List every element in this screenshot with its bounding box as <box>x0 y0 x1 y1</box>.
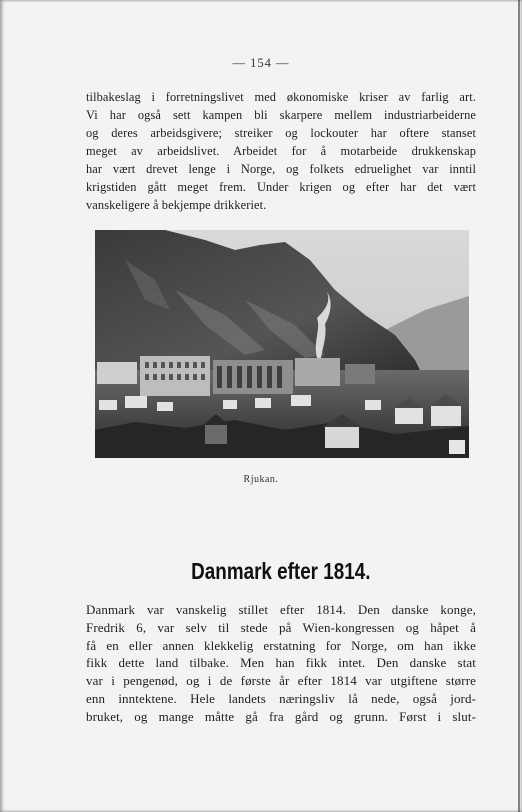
text-line: meget av arbeidslivet. Arbeidet for å motarbeide drukkenskap <box>86 144 476 158</box>
text-line: tilbakeslag i forretningslivet med økonomiske kriser av farlig art. <box>86 90 476 104</box>
text-line: Fredrik 6, var selv til stede på Wien-kongressen og håpet å <box>86 619 476 635</box>
text-line: Danmark var vanskelig stillet efter 1814. Den danske konge, <box>86 602 476 617</box>
page-edge <box>518 0 520 812</box>
photo-caption: Rjukan. <box>243 474 279 485</box>
text-line: vanskeligere å bekjempe drikkeriet. <box>86 198 267 212</box>
text-line: bruket, og mange måtte gå fra gård og grunn. Først i slut- <box>86 708 476 724</box>
text-line: enn inntektene. Hele landets næringsliv lå nede, også jord- <box>86 690 476 706</box>
text-line: har vært drevet lenge i Norge, og folkets edruelighet var inntil <box>86 162 476 176</box>
text-line: var i pengenød, og i de første år efter 1814 var utgiftene større <box>86 673 476 689</box>
text-line: og deres arbeidsgivere; streiker og lockouter har oftere stanset <box>86 126 476 140</box>
page-number: — 154 — <box>232 56 290 70</box>
paragraph-intro <box>86 88 476 214</box>
text-line: Vi har også sett kampen bli skarpere mellem industriarbeiderne <box>86 108 476 122</box>
paragraph-denmark <box>86 601 476 726</box>
section-heading: Danmark efter 1814. <box>191 558 371 584</box>
text-line: få en eller annen klekkelig erstatning for Norge, om han ikke <box>86 637 476 653</box>
text-line: krigstiden gått meget frem. Under krigen og efter har det vært <box>86 180 476 194</box>
rjukan-photo <box>95 230 469 458</box>
text-line: fikk dette land tilbake. Men han fikk intet. Den danske stat <box>86 655 476 671</box>
rjukan-photo-illustration <box>95 230 469 458</box>
